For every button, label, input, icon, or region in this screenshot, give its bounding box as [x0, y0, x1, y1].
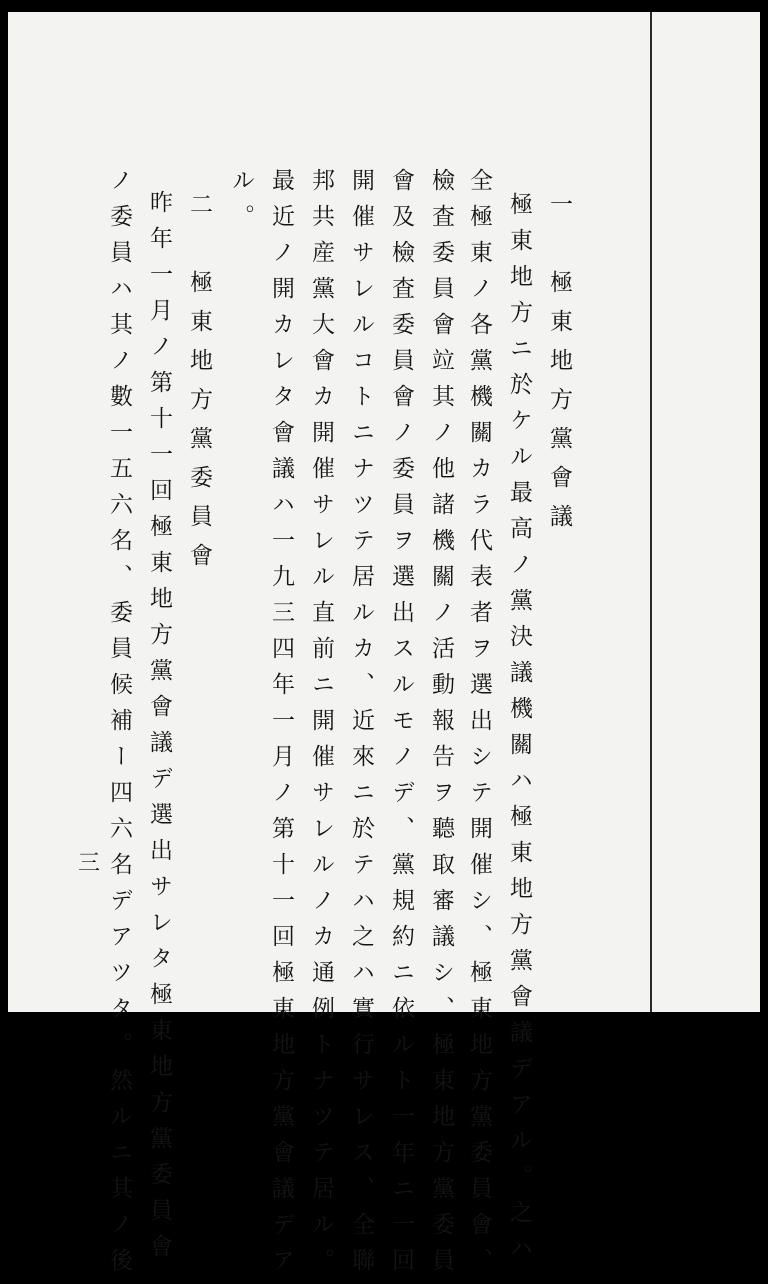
bleed-through-text: [556, 692, 586, 725]
page-edge-divider: [650, 12, 652, 1012]
section2-line-2: ノ委員ハ其ノ數一五六名、委員候補ー四六名デアツタ。然ルニ其ノ後: [106, 168, 132, 1284]
section2-heading: 二 極東地方黨委員會: [186, 192, 212, 582]
section1-line-2: 全極東ノ各黨機關カラ代表者ヲ選出シテ開催シ、極東地方黨委員會、: [466, 168, 492, 1284]
document-page: [8, 12, 760, 1284]
section1-line-1: 極東地方ニ於ケル最高ノ黨決議機關ハ極東地方黨會議デアル。之ハ: [506, 192, 532, 1272]
section1-line-6: 邦共産黨大會カ開催サレル直前ニ開催サレルノカ通例トナツテ居ル。: [308, 168, 334, 1284]
section1-line-5: 開催サレルコトニナツテ居ルカ、近來ニ於テハ之ハ實行サレス、全聯: [348, 168, 374, 1284]
section1-line-3: 檢査委員會竝其ノ他諸機關ノ活動報告ヲ聽取審議シ、極東地方黨委員: [428, 168, 454, 1284]
section1-heading: 一 極東地方黨會議: [546, 192, 572, 543]
section1-line-8: ル。: [228, 168, 254, 240]
section1-line-7: 最近ノ開カレタ會議ハ一九三四年一月ノ第十一回極東地方黨會議デア: [268, 168, 294, 1284]
section2-line-1: 昨年一月ノ第十一回極東地方黨會議デ選出サレタ極東地方黨委員會: [146, 190, 172, 1270]
page-number: 三: [78, 851, 101, 876]
section1-line-4: 會及檢査委員會ノ委員ヲ選出スルモノデ、黨規約ニ依ルト一年ニ一回: [388, 168, 414, 1284]
